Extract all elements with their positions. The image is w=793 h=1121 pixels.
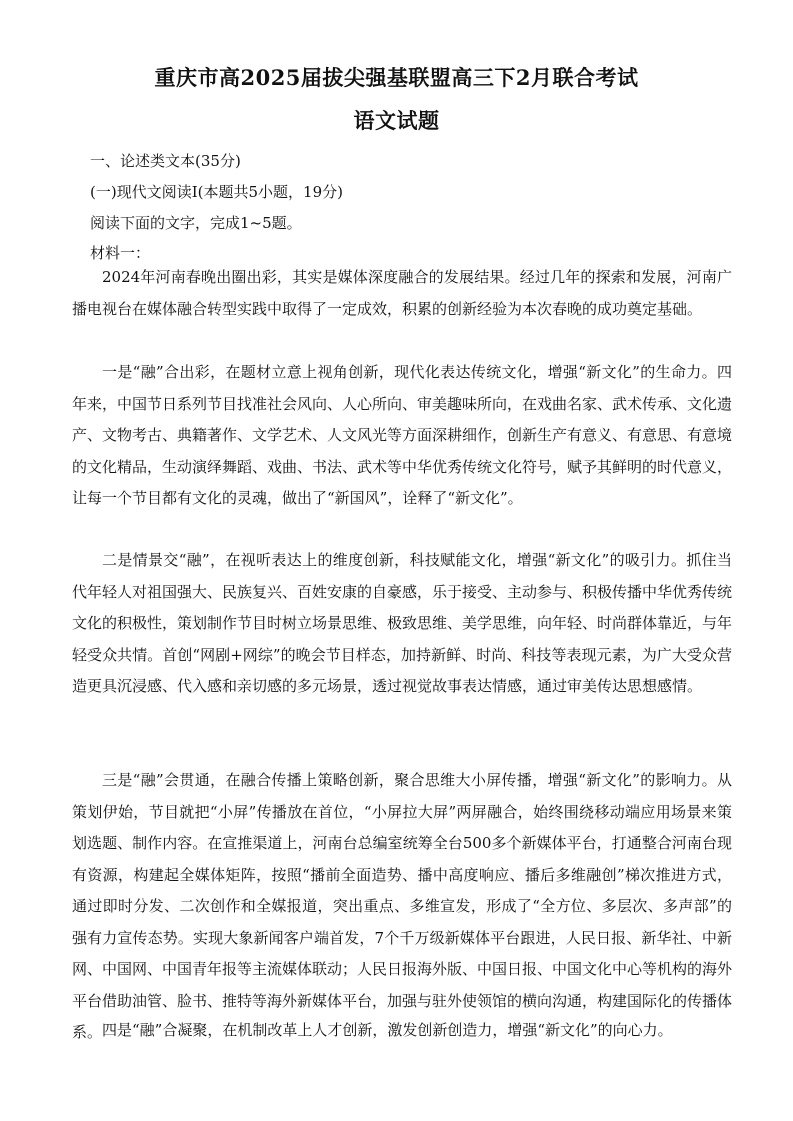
- paragraph-intro: 2024年河南春晚出圈出彩，其实是媒体深度融合的发展结果。经过几年的探索和发展，河南广播电视台在媒体融合转型实践中取得了一定成效，积累的创新经验为本次春晚的成功奠定基础。: [72, 268, 732, 318]
- paragraph-point-four: 四是“融”合凝聚，在机制改革上人才创新，激发创新创造力，增强“新文化”的向心力。: [102, 1021, 673, 1039]
- paragraph-point-two: 二是情景交“融”，在视听表达上的维度创新，科技赋能文化，增强“新文化”的吸引力。抓住当代年轻人对祖国强大、民族复兴、百姓安康的自豪感，乐于接受、主动参与、积极传播中华优秀传统文化的积极性，策划制作节目时树立场景思维、极致思维、美学思维，向年轻、时尚群体靠近，与年轻受众共情。首创“网剧+网综”的晚会节目样态，加持新鲜、时尚、科技等表现元素，为广大受众营造更具沉浸感、代入感和亲切感的多元场景，透过视觉故事表达情感，通过审美传达思想感情。: [72, 551, 733, 695]
- section-heading: 一、论述类文本(35分): [90, 152, 241, 170]
- reading-instruction: 阅读下面的文字，完成1~5题。: [90, 214, 302, 232]
- material-label: 材料一：: [90, 244, 151, 262]
- section-subheading: (一)现代文阅读Ⅰ(本题共5小题，19分): [90, 183, 343, 201]
- exam-subtitle: 语文试题: [353, 108, 440, 133]
- paragraph-point-one: 一是“融”合出彩，在题材立意上视角创新，现代化表达传统文化，增强“新文化”的生命力。四年来，中国节日系列节目找准社会风向、人心所向、审美趣味所向，在戏曲名家、武术传承、文化遗产、文物考古、典籍著作、文学艺术、人文风光等方面深耕细作，创新生产有意义、有意思、有意境的文化精品，生动演绎舞蹈、戏曲、书法、武术等中华优秀传统文化符号，赋予其鲜明的时代意义，让每一个节目都有文化的灵魂，做出了“新国风”，诠释了“新文化”。: [72, 363, 733, 507]
- exam-title: 重庆市高2025届拔尖强基联盟高三下2月联合考试: [154, 65, 639, 90]
- paragraph-point-three: 三是“融”会贯通，在融合传播上策略创新，聚合思维大小屏传播，增强“新文化”的影响力。从策划伊始，节目就把“小屏”传播放在首位，“小屏拉大屏”两屏融合，始终围绕移动端应用场景来策划选题、制作内容。在宣推渠道上，河南台总编室统筹全台500多个新媒体平台，打通整合河南台现有资源，构建起全媒体矩阵，按照“播前全面造势、播中高度响应、播后多维融创”梯次推进方式，通过即时分发、二次创作和全媒报道，突出重点、多维宣发，形成了“全方位、多层次、多声部”的强有力宣传态势。实现大象新闻客户端首发，7个千万级新媒体平台跟进，人民日报、新华社、中新网、中国网、中国青年报等主流媒体联动；人民日报海外版、中国日报、中国文化中心等机构的海外平台借助油管、脸书、推特等海外新媒体平台，加强与驻外使领馆的横向沟通，构建国际化的传播体系。: [72, 771, 733, 1041]
